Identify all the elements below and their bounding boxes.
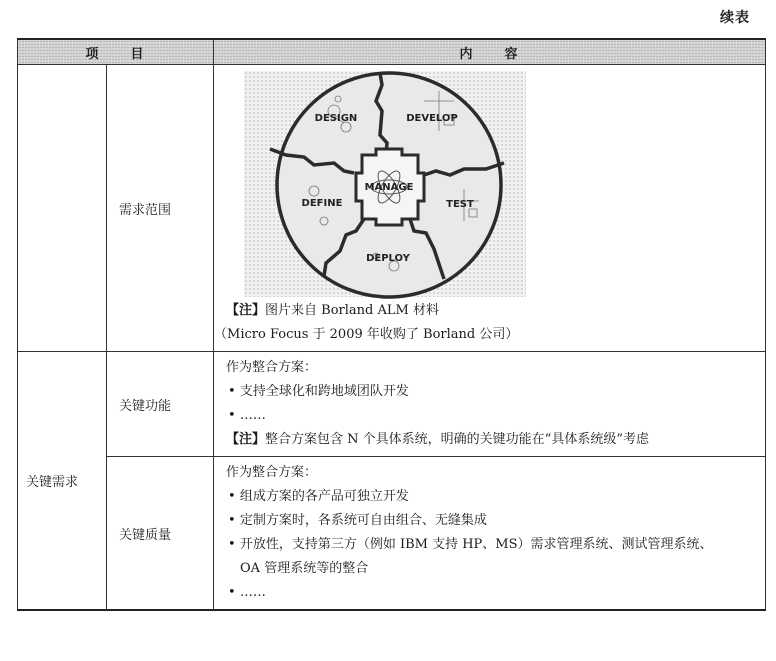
- quality-bullet-1: • 组成方案的各产品可独立开发: [226, 485, 765, 509]
- scope-note2: （Micro Focus 于 2009 年收购了 Borland 公司）: [214, 327, 519, 342]
- functions-note: 【注】整合方案包含 N 个具体系统，明确的关键功能在“具体系统级”考虑: [226, 432, 649, 447]
- key-quality-label: 关键质量: [107, 457, 214, 611]
- header-item: 项 目: [18, 39, 214, 65]
- segment-deploy-label: DEPLOY: [366, 253, 410, 264]
- quality-bullet-2: • 定制方案时，各系统可自由组合、无缝集成: [226, 509, 765, 533]
- quality-bullet-4: • ……: [226, 581, 765, 605]
- quality-intro: 作为整合方案：: [226, 465, 318, 480]
- functions-intro: 作为整合方案：: [226, 360, 318, 375]
- table-row-key-quality: [18, 457, 766, 611]
- key-quality-content: [214, 457, 766, 611]
- key-functions-content: [214, 352, 766, 457]
- center-manage-label: MANAGE: [364, 182, 414, 193]
- requirements-table: [17, 38, 766, 611]
- scope-note: 【注】图片来自 Borland ALM 材料: [226, 303, 439, 318]
- continued-label: 续表: [720, 10, 750, 26]
- scope-content: [214, 65, 766, 352]
- scope-label: 需求范围: [107, 65, 214, 352]
- segment-develop-label: DEVELOP: [406, 113, 458, 124]
- functions-bullet-2: • ……: [226, 404, 765, 428]
- alm-wheel: [264, 71, 514, 299]
- segment-test-label: TEST: [446, 199, 474, 210]
- header-content: 内 容: [214, 39, 766, 65]
- functions-bullet-1: • 支持全球化和跨地域团队开发: [226, 380, 765, 404]
- quality-bullet-3: • 开放性，支持第三方（例如 IBM 支持 HP、MS）需求管理系统、测试管理系统、: [226, 533, 765, 557]
- quality-bullet-3-cont: OA 管理系统等的整合: [240, 561, 369, 576]
- scope-category-cell: [18, 65, 107, 352]
- key-req-category: 关键需求: [18, 352, 107, 611]
- table-row-key-functions: [18, 352, 766, 457]
- segment-define-label: DEFINE: [301, 198, 343, 209]
- table-row-scope: [18, 65, 766, 352]
- key-functions-label: 关键功能: [107, 352, 214, 457]
- alm-diagram: [226, 69, 765, 299]
- table-header-row: [18, 39, 766, 65]
- segment-design-label: DESIGN: [314, 113, 358, 124]
